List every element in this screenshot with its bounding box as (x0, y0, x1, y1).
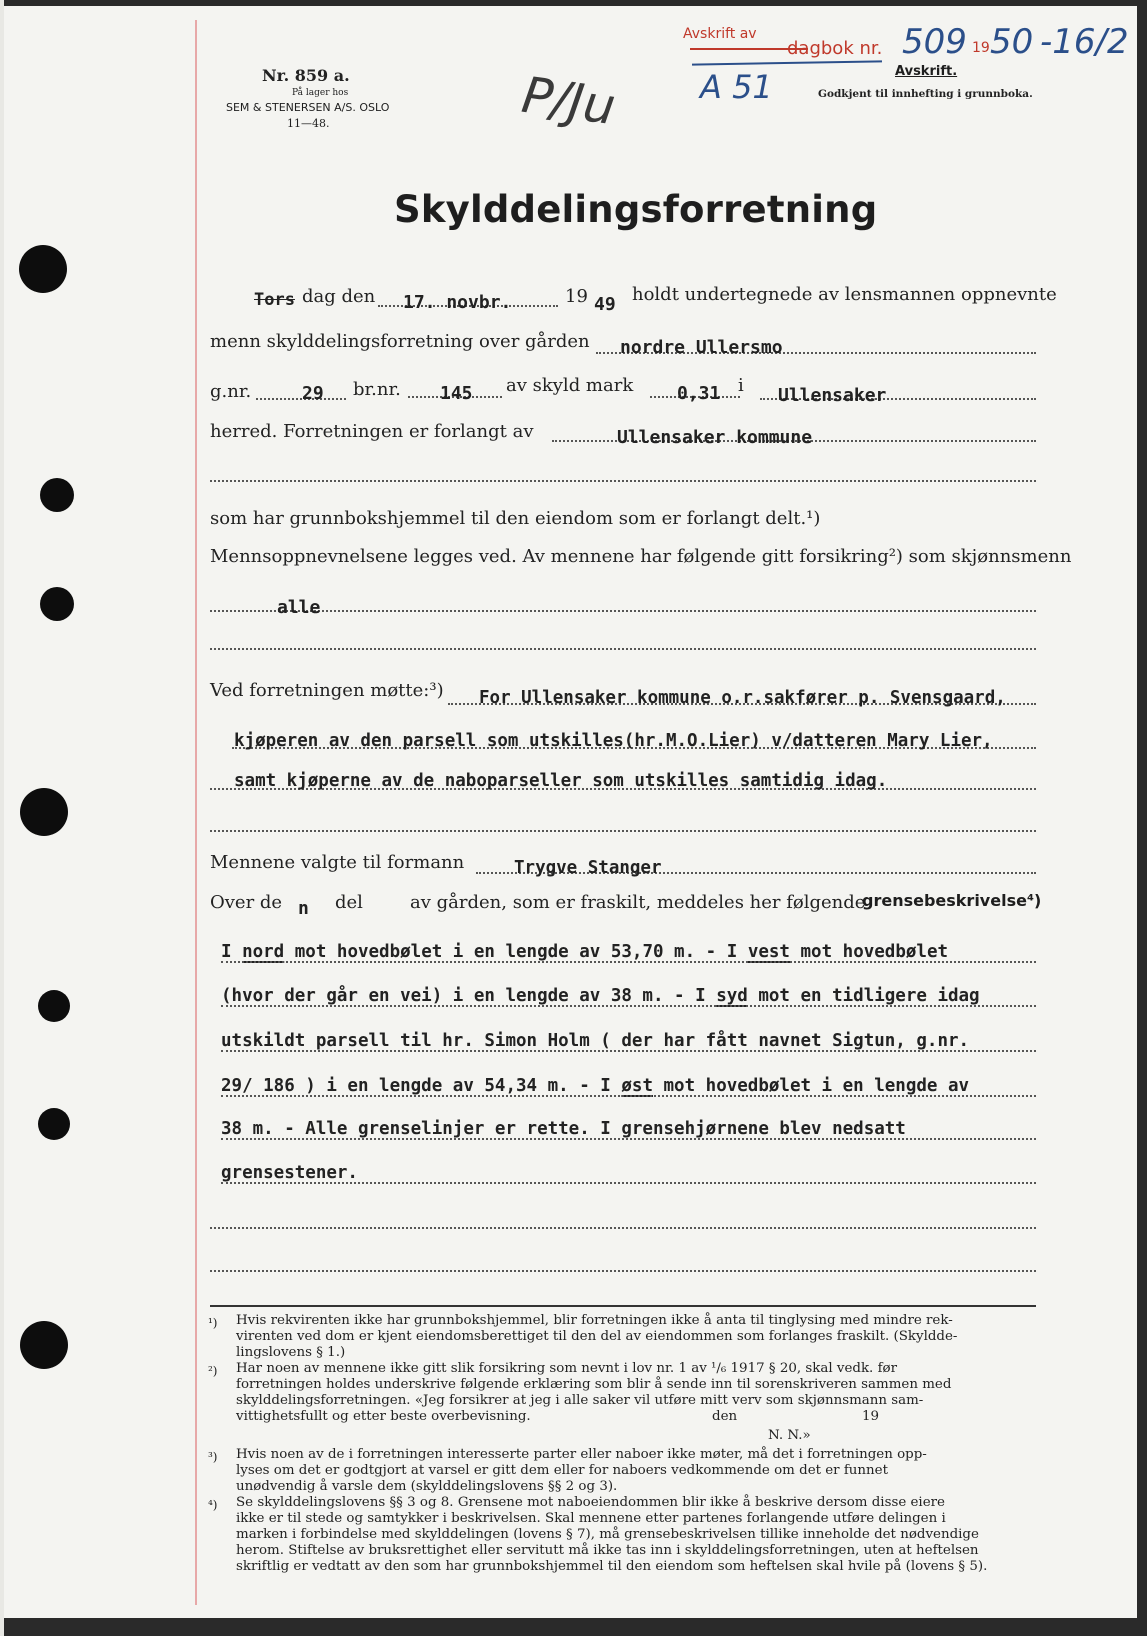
bnr-label: br.nr. (353, 379, 401, 400)
scan-edge-top (0, 0, 1147, 6)
boundary-rule (221, 1095, 1036, 1097)
attended-line1: For Ullensaker kommune o.r.sakfører p. Svensgaard, (479, 688, 1006, 708)
boundary-line: 29/ 186 ) i en lengde av 54,34 m. - I øst mot hovedbølet i en lengde av (221, 1076, 970, 1096)
over-de: Over de (210, 892, 283, 913)
gnr-line (256, 398, 346, 400)
journal-year-prefix: 19 (972, 40, 990, 56)
stamp-copy-of: Avskrift av (683, 26, 757, 42)
footnote-4-marker: ⁴) (208, 1498, 218, 1512)
scan-edge-bottom (0, 1618, 1147, 1636)
attended-line2: kjøperen av den parsell som utskilles(hr.M.O.Lier) v/datteren Mary Lier, (234, 731, 993, 751)
footnote-2-nn: N. N.» (768, 1428, 811, 1443)
boundary-rule (221, 1138, 1036, 1140)
footnote-4-line: Se skylddelingslovens §§ 3 og 8. Grensene mot naboeiendommen blir ikke å beskrive dersom disse eiere (236, 1495, 945, 1510)
weekday-struck: Tors (254, 290, 295, 310)
blank-line-5 (210, 1270, 1036, 1272)
footnote-2-19: 19 (862, 1409, 880, 1424)
approval-note: Godkjent til innhefting i grunnboka. (818, 88, 1033, 100)
footnote-2-line: skylddelingsforretningen. «Jeg forsikrer at jeg i alle saker vil utføre mitt verv som skjønnsmann sam- (236, 1393, 924, 1408)
journal-year: 50 (990, 22, 1034, 62)
binder-hole (19, 245, 67, 293)
binder-hole (38, 1108, 70, 1140)
hjemmel-text: som har grunnbokshjemmel til den eiendom som er forlangt delt.¹) (210, 508, 821, 529)
requested-by: Ullensaker kommune (617, 427, 813, 448)
footnote-2-line: forretningen holdes underskrive følgende erklæring som blir å sende inn til sorenskriveren sammen med (236, 1377, 952, 1392)
footnote-4-line: herom. Stiftelse av bruksrettighet eller servitutt må ikke tas inn i skylddelingsforretningen, uten at heftelsen (236, 1543, 979, 1558)
binder-hole (40, 587, 74, 621)
farm-name: nordre Ullersmo (620, 337, 783, 358)
formann-value: Trygve Stanger (514, 858, 662, 878)
footnote-1-line: virenten ved dom er kjent eiendomsberettiget til den del av eiendommen som forlanges fraskilt. (Skyldde- (236, 1329, 958, 1344)
del-label: del (335, 892, 363, 913)
footnote-1-marker: ¹) (208, 1316, 218, 1330)
journal-number: 509 (902, 22, 967, 62)
part-letter: n (298, 898, 309, 919)
gnr-value: 29 (302, 383, 324, 404)
bnr-value: 145 (440, 383, 473, 404)
footnote-2-line: vittighetsfullt og etter beste overbevisning. (236, 1409, 531, 1424)
footnote-2-line: Har noen av mennene ikke gitt slik forsikring som nevnt i lov nr. 1 av ¹/₆ 1917 § 20, skal vedk. før (236, 1361, 897, 1376)
skyld-label: av skyld mark (506, 375, 634, 396)
mennsopp-text: Mennsoppnevnelsene legges ved. Av mennene har følgende gitt forsikring²) som skjønnsmenn (210, 546, 1072, 567)
volume-number: A 51 (700, 68, 773, 106)
boundary-line: grensestener. (221, 1163, 358, 1183)
herred-text: herred. Forretningen er forlangt av (210, 421, 534, 442)
attended-line3: samt kjøperne av de naboparseller som utskilles samtidig idag. (234, 771, 888, 791)
forsikring-value: alle (277, 597, 321, 618)
boundary-rule (221, 1182, 1036, 1184)
blank-line-4 (210, 1227, 1036, 1229)
meeting-year: 49 (594, 294, 616, 315)
footnote-2-marker: ²) (208, 1364, 218, 1378)
boundary-rule (221, 1005, 1036, 1007)
gnr-label: g.nr. (210, 381, 252, 402)
attended-label: Ved forretningen møtte:³) (210, 680, 444, 701)
boundary-line: utskildt parsell til hr. Simon Holm ( der har fått navnet Sigtun, g.nr. (221, 1031, 970, 1051)
skyld-value: 0,31 (677, 383, 721, 404)
avskrift-label: Avskrift. (895, 64, 958, 79)
form-publisher: SEM & STENERSEN A/S. OSLO (226, 101, 390, 114)
footnote-4-line: ikke er til stede og samtykker i beskrivelsen. Skal mennene etter partenes forlangende utføre delingen i (236, 1511, 946, 1526)
scan-edge-left (0, 0, 4, 1636)
municipality-value: Ullensaker (778, 385, 887, 406)
boundary-rule (221, 1050, 1036, 1052)
handwritten-initials: P/Ju (518, 65, 620, 137)
i-label: i (738, 375, 744, 396)
footnote-3-line: unødvendig å varsle dem (skylddelingslovens §§ 2 og 3). (236, 1479, 618, 1494)
binder-hole (20, 788, 68, 836)
footnote-3-marker: ³) (208, 1450, 218, 1464)
boundary-line: (hvor der går en vei) i en lengde av 38 m. - I syd mot en tidligere idag (221, 986, 980, 1006)
boundary-line: I nord mot hovedbølet i en lengde av 53,70 m. - I vest mot hovedbølet (221, 942, 949, 962)
held-text: holdt undertegnede av lensmannen oppnevnte (632, 284, 1057, 305)
blank-line-3 (210, 830, 1036, 832)
day-label: dag den (302, 286, 376, 307)
footnote-3-line: lyses om det er godtgjort at varsel er gitt dem eller for naboers vedkommende om det er funnet (236, 1463, 888, 1478)
document-title: Skylddelingsforretning (394, 188, 878, 231)
men-text: menn skylddelingsforretning over gården (210, 331, 590, 352)
margin-rule (195, 20, 197, 1605)
blank-line-2 (210, 648, 1036, 650)
boundary-rule (221, 961, 1036, 963)
journal-underline (692, 60, 882, 65)
journal-date: -16/2 (1040, 22, 1129, 62)
footnote-3-line: Hvis noen av de i forretningen interesserte parter eller naboer ikke møter, må det i forretningen opp- (236, 1447, 927, 1462)
footnote-2-den: den (712, 1409, 738, 1424)
blank-line-1 (210, 480, 1036, 482)
year-prefix: 19 (565, 286, 588, 307)
footnote-1-line: lingslovens § 1.) (236, 1345, 346, 1360)
fraskilt-text: av gården, som er fraskilt, meddeles her følgende (410, 892, 866, 913)
footnote-separator (210, 1305, 1036, 1307)
footnote-4-line: marken i forbindelse med skylddelingen (lovens § 7), må grensebeskrivelsen tillike inneholde det nødvendige (236, 1527, 979, 1542)
formann-label: Mennene valgte til formann (210, 852, 465, 873)
stamp-journal-label: dagbok nr. (787, 38, 883, 59)
binder-hole (38, 990, 70, 1022)
binder-hole (20, 1321, 68, 1369)
grense-label: grensebeskrivelse⁴) (862, 891, 1042, 910)
form-date: 11—48. (287, 117, 330, 130)
binder-hole (40, 478, 74, 512)
scan-edge-right (1137, 0, 1147, 1636)
footnote-4-line: skriftlig er vedtatt av den som har grunnbokshjemmel til den eiendom som heftelsen skal hvile på (lovens § 5). (236, 1559, 988, 1574)
boundary-line: 38 m. - Alle grenselinjer er rette. I grensehjørnene blev nedsatt (221, 1119, 906, 1139)
meeting-date: 17. novbr. (403, 292, 512, 313)
form-stock: På lager hos (292, 88, 349, 98)
forsikring-line (210, 610, 1036, 612)
footnote-1-line: Hvis rekvirenten ikke har grunnbokshjemmel, blir forretningen ikke å anta til tinglysing med mindre rek- (236, 1313, 953, 1328)
form-number: Nr. 859 a. (262, 66, 350, 85)
